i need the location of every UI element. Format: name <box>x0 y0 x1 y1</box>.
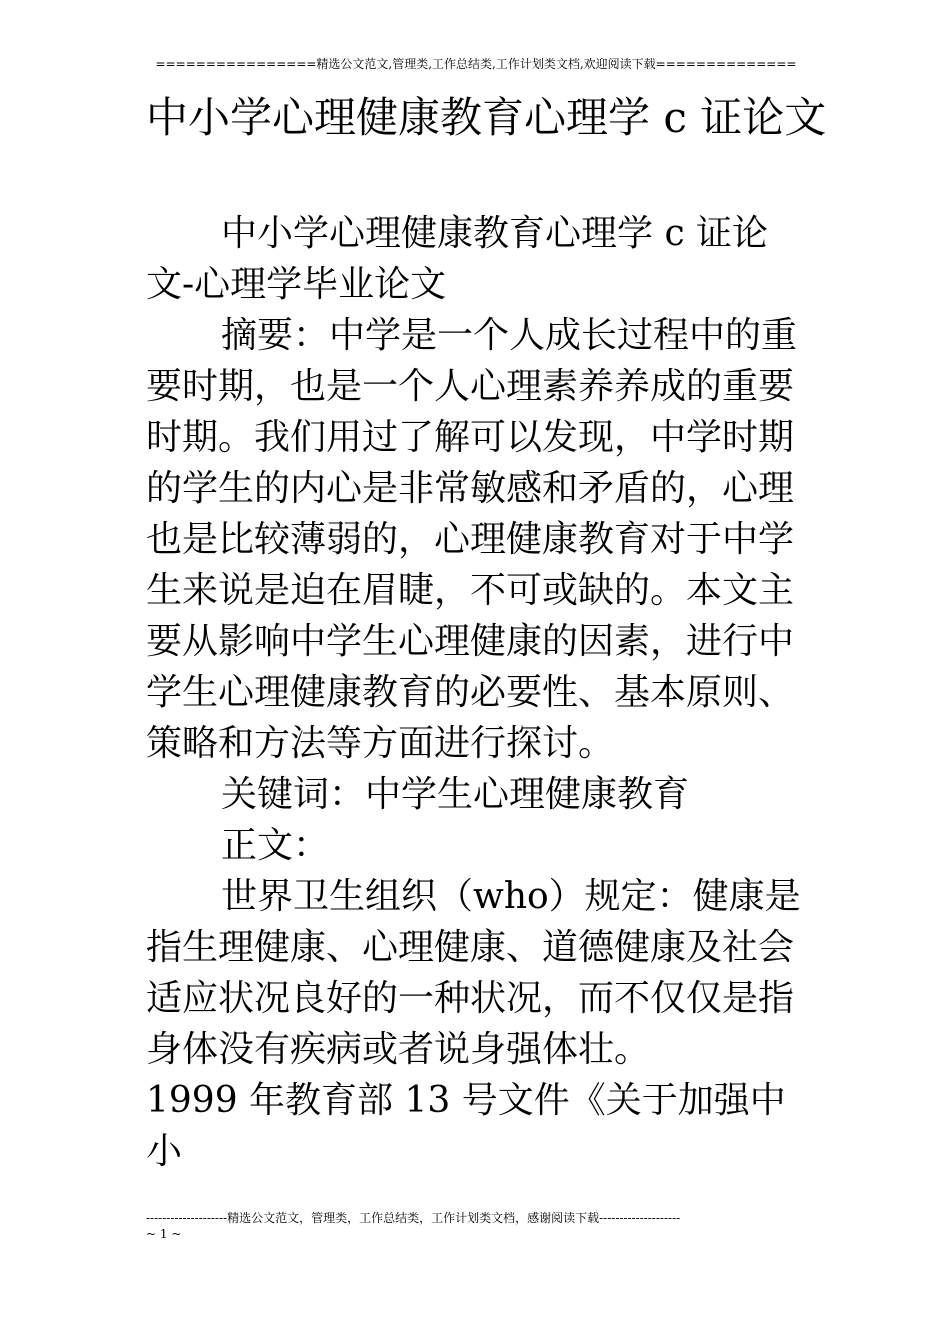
paragraph-body-heading: 正文： <box>221 825 330 866</box>
paragraph-ministry-document: 1999 年教育部 13 号文件《关于加强中小 <box>146 1080 786 1172</box>
paragraph-subtitle: 中小学心理健康教育心理学 c 证论文-心理学毕业论文 <box>146 213 769 305</box>
document-body <box>146 208 806 1177</box>
page-number: ~ 1 ~ <box>146 1227 182 1241</box>
paragraph-who-definition: 世界卫生组织（who）规定：健康是指生理健康、心理健康、道德健康及社会适应状况良好的一种状况，而不仅仅是指身体没有疾病或者说身强体壮。 <box>146 876 801 1070</box>
paragraph-keywords: 关键词：中学生心理健康教育 <box>221 774 690 815</box>
paragraph-abstract: 摘要：中学是一个人成长过程中的重要时期，也是一个人心理素养养成的重要时期。我们用过了解可以发现，中学时期的学生的内心是非常敏感和矛盾的，心理也是比较薄弱的，心理健康教育对于中学生来说是迫在眉睫，不可或缺的。本文主要从影响中学生心理健康的因素，进行中学生心理健康教育的必要性、基本原则、策略和方法等方面进行探讨。 <box>146 315 798 764</box>
page-footer-banner: --------------------精选公文范文，管理类，工作总结类，工作计划类文档，感谢阅读下载-------------------- <box>146 1211 681 1225</box>
document-title: 中小学心理健康教育心理学 c 证论文 <box>146 93 827 142</box>
page-header-banner: ================精选公文范文,管理类,工作总结类,工作计划类文档,欢迎阅读下载============== <box>155 57 797 71</box>
